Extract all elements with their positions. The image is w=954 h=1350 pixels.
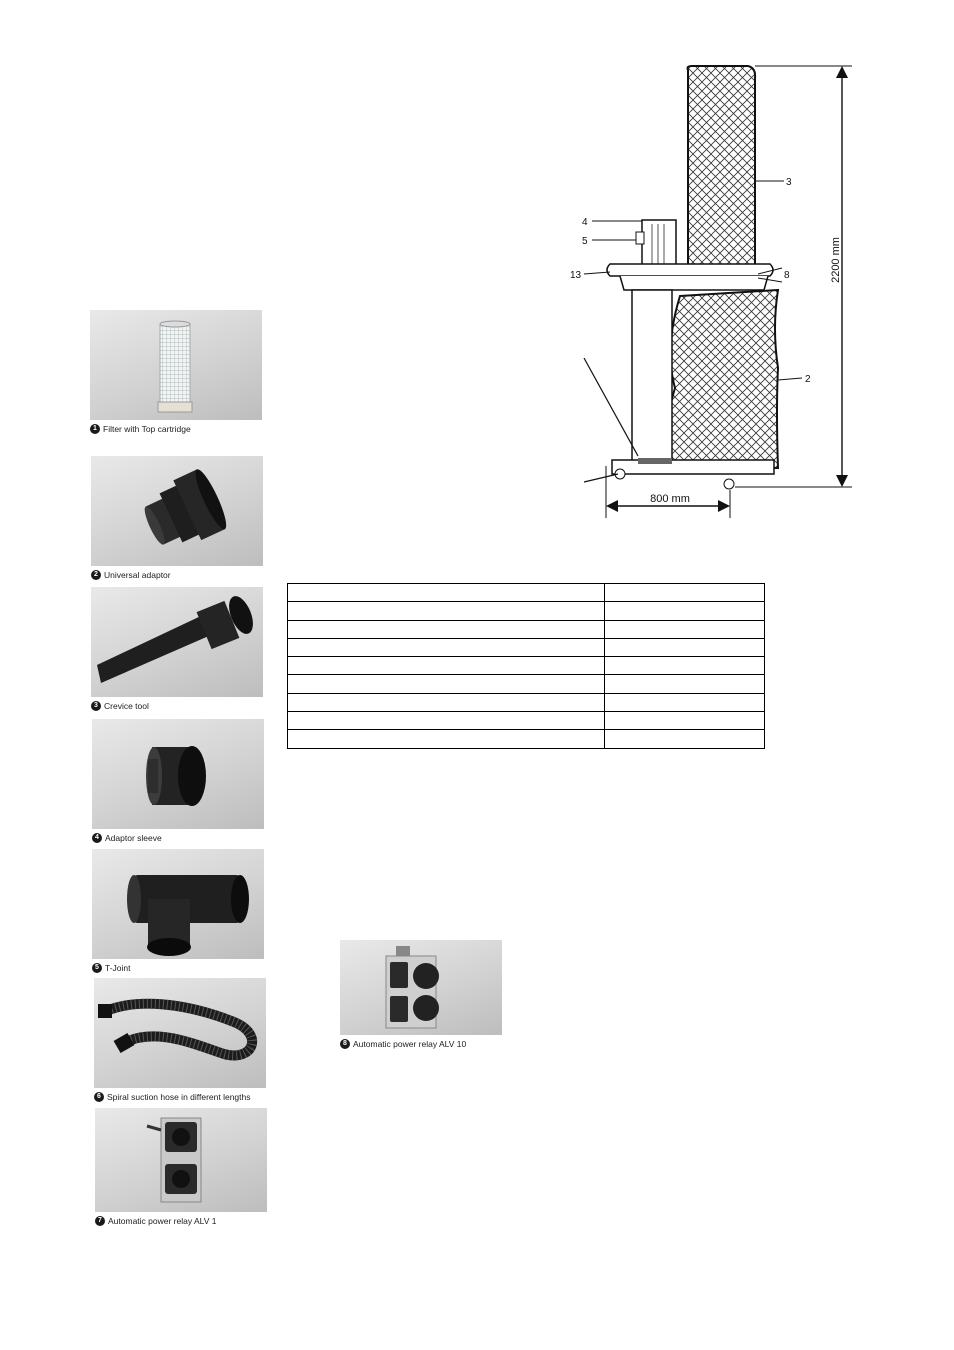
accessory-crevice-tool — [91, 587, 263, 711]
table-row — [288, 693, 765, 711]
height-label: 2200 mm — [830, 237, 842, 283]
callout-2 — [778, 374, 811, 385]
table-row — [288, 638, 765, 656]
motor — [636, 220, 676, 268]
table-row — [288, 675, 765, 693]
table-row — [288, 657, 765, 675]
accessory-adaptor-sleeve — [92, 719, 264, 843]
spec-value-cell — [605, 657, 765, 675]
svg-text:13: 13 — [570, 270, 582, 281]
filter-bag-upper — [688, 66, 756, 266]
spec-value-cell — [605, 730, 765, 748]
fan-housing — [607, 264, 773, 290]
spec-label-cell — [288, 602, 605, 620]
spec-value-cell — [605, 712, 765, 730]
spec-label-cell — [288, 693, 605, 711]
item-number: 2 — [91, 570, 101, 580]
item-number: 1 — [90, 424, 100, 434]
spec-label-cell — [288, 712, 605, 730]
frame-column — [632, 290, 672, 472]
power-relay-icon — [95, 1108, 267, 1212]
accessory-caption: Filter with Top cartridge — [103, 424, 191, 434]
spec-label-cell — [288, 657, 605, 675]
collection-bag-lower — [666, 290, 778, 468]
t-joint-icon — [92, 849, 264, 959]
callout-4 — [582, 217, 642, 228]
callout-3 — [755, 177, 792, 188]
accessory-caption: Universal adaptor — [104, 570, 171, 580]
spec-label-cell — [288, 620, 605, 638]
svg-text:8: 8 — [784, 270, 790, 281]
spec-table — [287, 583, 765, 749]
spec-label-cell — [288, 675, 605, 693]
spec-value-cell — [605, 602, 765, 620]
dust-extractor-diagram — [540, 28, 905, 538]
spec-value-cell — [605, 620, 765, 638]
spiral-hose-icon — [94, 978, 266, 1088]
item-number: 6 — [94, 1092, 104, 1102]
spec-value-cell — [605, 675, 765, 693]
accessory-caption: Spiral suction hose in different lengths — [107, 1092, 251, 1102]
table-row — [288, 602, 765, 620]
callout-5 — [582, 236, 636, 247]
item-number: 4 — [92, 833, 102, 843]
svg-text:3: 3 — [786, 177, 792, 188]
callout-13 — [570, 270, 610, 281]
spec-label-cell — [288, 730, 605, 748]
spec-value-cell — [605, 638, 765, 656]
accessory-caption: Crevice tool — [104, 701, 149, 711]
accessory-caption: T-Joint — [105, 963, 131, 973]
accessory-alv-10 — [340, 940, 502, 1049]
adaptor-sleeve-icon — [92, 719, 264, 829]
item-number: 3 — [91, 701, 101, 711]
spec-label-cell — [288, 584, 605, 602]
item-number: 5 — [92, 963, 102, 973]
base-frame — [612, 458, 774, 489]
accessory-t-joint — [92, 849, 264, 973]
accessory-caption: Automatic power relay ALV 10 — [353, 1039, 467, 1049]
accessory-filter — [90, 310, 262, 434]
spec-value-cell — [605, 584, 765, 602]
item-number: 8 — [340, 1039, 350, 1049]
filter-cartridge-icon — [90, 310, 262, 420]
svg-text:5: 5 — [582, 236, 588, 247]
accessory-spiral-hose — [94, 978, 266, 1102]
spec-label-cell — [288, 638, 605, 656]
item-number: 7 — [95, 1216, 105, 1226]
accessory-universal-adaptor — [91, 456, 263, 580]
crevice-tool-icon — [91, 587, 263, 697]
table-row — [288, 584, 765, 602]
accessory-alv-1 — [95, 1108, 267, 1226]
table-row — [288, 730, 765, 748]
spec-value-cell — [605, 693, 765, 711]
table-row — [288, 620, 765, 638]
table-row — [288, 712, 765, 730]
power-relay-icon — [340, 940, 502, 1035]
svg-text:2: 2 — [805, 374, 811, 385]
accessory-caption: Automatic power relay ALV 1 — [108, 1216, 217, 1226]
svg-text:4: 4 — [582, 217, 588, 228]
width-label: 800 mm — [650, 493, 690, 505]
universal-adaptor-icon — [91, 456, 263, 566]
accessory-caption: Adaptor sleeve — [105, 833, 162, 843]
